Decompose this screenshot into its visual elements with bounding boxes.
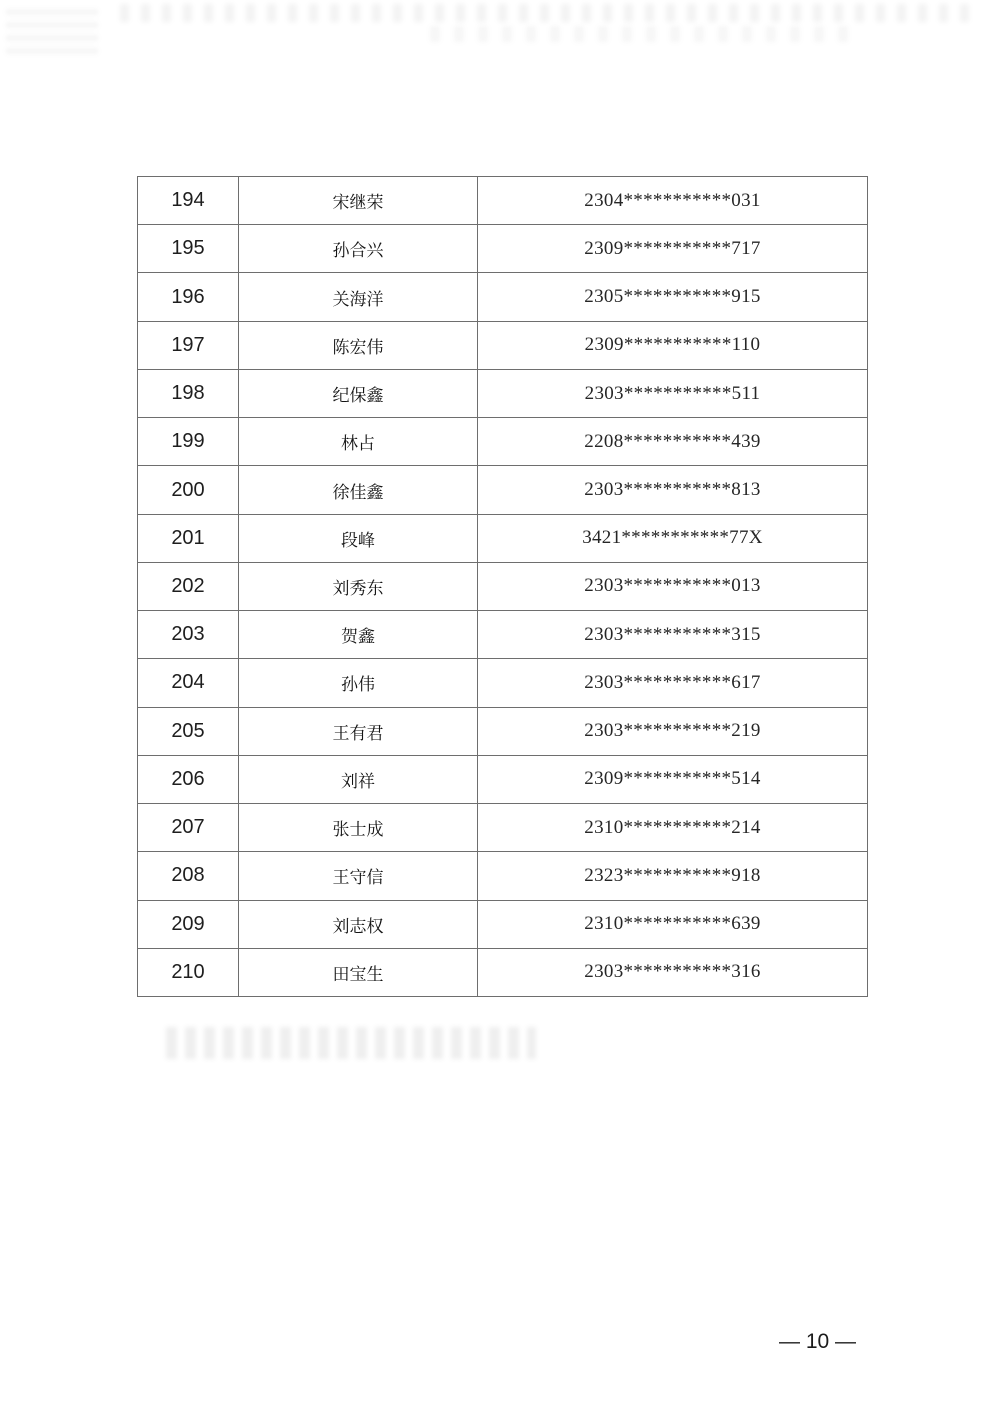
row-number-cell: 194 <box>138 177 239 225</box>
name-cell: 纪保鑫 <box>239 369 478 417</box>
scan-artifact-top-line <box>120 4 980 22</box>
scan-artifact-corner <box>6 4 98 54</box>
id-number-cell: 2303***********813 <box>478 466 868 514</box>
roster-table <box>137 176 868 997</box>
id-number-cell: 2305***********915 <box>478 273 868 321</box>
row-number-cell: 197 <box>138 321 239 369</box>
table-row <box>138 562 868 610</box>
roster-table-body <box>138 177 868 997</box>
name-cell: 宋继荣 <box>239 177 478 225</box>
name-cell: 段峰 <box>239 514 478 562</box>
name-cell: 贺鑫 <box>239 611 478 659</box>
name-cell: 王有君 <box>239 707 478 755</box>
name-cell: 张士成 <box>239 804 478 852</box>
row-number-cell: 196 <box>138 273 239 321</box>
id-number-cell: 2309***********110 <box>478 321 868 369</box>
row-number-cell: 205 <box>138 707 239 755</box>
table-row <box>138 852 868 900</box>
name-cell: 林占 <box>239 418 478 466</box>
row-number-cell: 200 <box>138 466 239 514</box>
table-row <box>138 659 868 707</box>
name-cell: 刘祥 <box>239 755 478 803</box>
row-number-cell: 207 <box>138 804 239 852</box>
table-row <box>138 321 868 369</box>
name-cell: 刘秀东 <box>239 562 478 610</box>
name-cell: 徐佳鑫 <box>239 466 478 514</box>
scan-artifact-top-line-2 <box>430 26 850 42</box>
row-number-cell: 199 <box>138 418 239 466</box>
table-row <box>138 707 868 755</box>
row-number-cell: 202 <box>138 562 239 610</box>
row-number-cell: 198 <box>138 369 239 417</box>
id-number-cell: 2208***********439 <box>478 418 868 466</box>
name-cell: 王守信 <box>239 852 478 900</box>
table-row <box>138 273 868 321</box>
name-cell: 孙伟 <box>239 659 478 707</box>
id-number-cell: 2303***********013 <box>478 562 868 610</box>
row-number-cell: 210 <box>138 948 239 996</box>
row-number-cell: 209 <box>138 900 239 948</box>
name-cell: 刘志权 <box>239 900 478 948</box>
id-number-cell: 2303***********511 <box>478 369 868 417</box>
id-number-cell: 2309***********717 <box>478 225 868 273</box>
table-row <box>138 514 868 562</box>
row-number-cell: 204 <box>138 659 239 707</box>
row-number-cell: 201 <box>138 514 239 562</box>
name-cell: 关海洋 <box>239 273 478 321</box>
table-row <box>138 900 868 948</box>
row-number-cell: 203 <box>138 611 239 659</box>
row-number-cell: 195 <box>138 225 239 273</box>
id-number-cell: 2303***********219 <box>478 707 868 755</box>
id-number-cell: 2303***********617 <box>478 659 868 707</box>
name-cell: 田宝生 <box>239 948 478 996</box>
id-number-cell: 3421***********77X <box>478 514 868 562</box>
id-number-cell: 2310***********214 <box>478 804 868 852</box>
scan-artifact-below-table <box>166 1027 536 1059</box>
table-row <box>138 177 868 225</box>
table-row <box>138 369 868 417</box>
table-row <box>138 804 868 852</box>
table-row <box>138 948 868 996</box>
id-number-cell: 2310***********639 <box>478 900 868 948</box>
name-cell: 孙合兴 <box>239 225 478 273</box>
table-row <box>138 225 868 273</box>
table-row <box>138 418 868 466</box>
table-row <box>138 466 868 514</box>
name-cell: 陈宏伟 <box>239 321 478 369</box>
id-number-cell: 2304***********031 <box>478 177 868 225</box>
id-number-cell: 2303***********315 <box>478 611 868 659</box>
row-number-cell: 208 <box>138 852 239 900</box>
id-number-cell: 2309***********514 <box>478 755 868 803</box>
row-number-cell: 206 <box>138 755 239 803</box>
table-row <box>138 755 868 803</box>
id-number-cell: 2303***********316 <box>478 948 868 996</box>
table-row <box>138 611 868 659</box>
page-number: — 10 — <box>778 1330 857 1353</box>
id-number-cell: 2323***********918 <box>478 852 868 900</box>
